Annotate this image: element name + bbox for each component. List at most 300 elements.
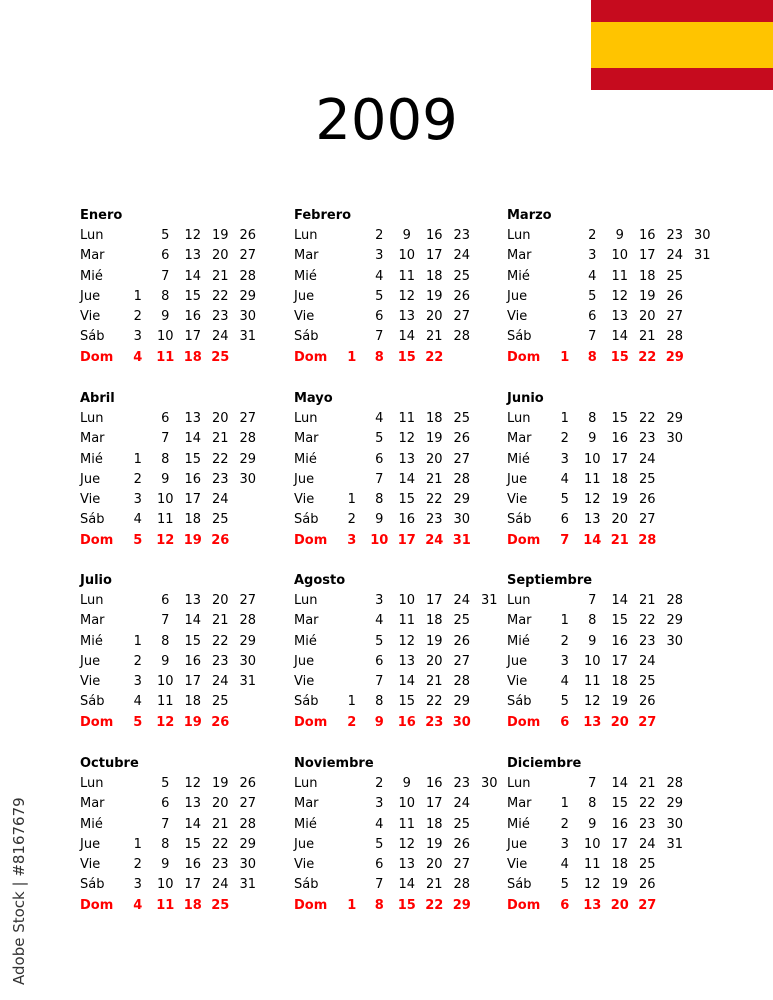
- day-number: [689, 531, 717, 551]
- day-label: Mar: [507, 248, 532, 264]
- month-block: [80, 389, 290, 551]
- day-number: 6: [375, 309, 384, 325]
- day-number: 5: [560, 492, 569, 508]
- day-label: Mié: [507, 268, 530, 284]
- day-label: Jue: [80, 836, 101, 852]
- day-number: 28: [638, 532, 657, 548]
- day-number: 28: [453, 471, 471, 487]
- day-number: 3: [347, 532, 357, 548]
- sunday-row: [294, 531, 504, 551]
- day-number: 25: [211, 512, 229, 528]
- day-number: 9: [375, 512, 384, 528]
- day-number: [448, 348, 476, 368]
- day-number: [551, 287, 579, 307]
- day-number: 24: [211, 329, 229, 345]
- day-label: Mar: [507, 613, 532, 629]
- day-number: 30: [239, 309, 257, 325]
- day-number: 13: [583, 897, 602, 913]
- day-number: 16: [425, 776, 443, 791]
- day-number: 1: [133, 451, 142, 467]
- day-number: 25: [453, 411, 471, 426]
- month-block: [507, 389, 717, 551]
- weekday-row: [80, 450, 290, 470]
- day-number: 23: [211, 857, 229, 873]
- day-number: 30: [239, 471, 257, 487]
- day-number: 24: [453, 593, 471, 608]
- day-number: 2: [375, 776, 384, 791]
- day-label: Vie: [507, 492, 528, 508]
- day-number: [262, 429, 290, 449]
- day-label: Mié: [80, 816, 103, 832]
- day-number: 10: [398, 593, 416, 608]
- day-number: 10: [156, 877, 174, 893]
- weekday-row: [294, 774, 504, 794]
- day-number: [476, 855, 504, 875]
- day-number: 9: [161, 857, 170, 873]
- day-number: 1: [133, 288, 142, 304]
- day-number: [262, 713, 290, 733]
- day-number: 21: [211, 613, 229, 629]
- day-number: 11: [156, 349, 175, 365]
- weekday-row: [507, 652, 717, 672]
- month-block: [80, 571, 290, 733]
- month-name: Febrero: [294, 208, 352, 223]
- day-label: Sáb: [80, 877, 105, 893]
- day-number: 21: [425, 471, 443, 487]
- day-number: 4: [375, 613, 384, 629]
- day-number: 30: [239, 653, 257, 669]
- day-number: 22: [425, 694, 443, 710]
- day-number: 20: [425, 857, 443, 873]
- day-number: [262, 794, 290, 814]
- day-number: 7: [161, 816, 170, 832]
- weekday-row: [507, 226, 717, 246]
- day-number: 9: [588, 633, 597, 649]
- day-number: 14: [184, 816, 202, 832]
- day-label: Sáb: [80, 694, 105, 710]
- month-block: [294, 206, 504, 368]
- day-number: [124, 794, 152, 814]
- day-number: 20: [611, 512, 629, 528]
- day-number: [124, 246, 152, 266]
- day-number: 14: [184, 431, 202, 447]
- day-number: 11: [398, 613, 416, 629]
- weekday-row: [80, 875, 290, 895]
- day-label: Vie: [80, 674, 101, 690]
- day-number: 19: [425, 633, 443, 649]
- day-number: [338, 774, 366, 794]
- day-number: 28: [239, 816, 257, 832]
- day-number: 24: [211, 877, 229, 893]
- weekday-row: [80, 692, 290, 712]
- day-number: 21: [211, 268, 229, 284]
- day-number: 19: [211, 776, 229, 791]
- weekday-row: [80, 470, 290, 490]
- day-number: 12: [398, 431, 416, 447]
- day-number: 2: [375, 228, 384, 243]
- day-label: Sáb: [294, 329, 319, 345]
- weekday-row: [294, 794, 504, 814]
- day-number: 9: [161, 653, 170, 669]
- day-number: [262, 855, 290, 875]
- day-number: 13: [583, 714, 602, 730]
- day-number: [661, 531, 689, 551]
- day-number: 14: [184, 268, 202, 284]
- day-number: 28: [453, 877, 471, 893]
- day-number: 13: [184, 248, 202, 264]
- day-number: 19: [425, 431, 443, 447]
- weekday-row: [294, 510, 504, 530]
- day-number: 22: [638, 411, 656, 426]
- day-number: 28: [239, 268, 257, 284]
- weekday-row: [507, 510, 717, 530]
- day-number: 20: [211, 248, 229, 264]
- day-number: 9: [615, 228, 624, 243]
- month-name: Diciembre: [507, 756, 582, 771]
- weekday-row: [507, 875, 717, 895]
- day-number: 8: [161, 836, 170, 852]
- day-number: [689, 611, 717, 631]
- day-number: 15: [397, 897, 416, 913]
- day-number: 5: [133, 714, 143, 730]
- day-number: 22: [425, 349, 444, 365]
- day-number: [551, 246, 579, 266]
- day-number: 7: [375, 329, 384, 345]
- day-number: 15: [611, 796, 629, 812]
- day-label: Sáb: [80, 512, 105, 528]
- day-number: [262, 875, 290, 895]
- day-number: 17: [611, 836, 629, 852]
- day-number: [661, 672, 689, 692]
- day-label: Mié: [294, 816, 317, 832]
- day-number: [262, 591, 290, 611]
- day-number: 26: [638, 877, 656, 893]
- day-label: Jue: [507, 471, 528, 487]
- day-number: [689, 267, 717, 287]
- day-number: [689, 409, 717, 429]
- day-number: 25: [211, 349, 230, 365]
- day-number: 19: [183, 532, 202, 548]
- day-number: [689, 896, 717, 916]
- day-number: 18: [183, 897, 202, 913]
- day-number: 12: [398, 836, 416, 852]
- day-number: 14: [184, 613, 202, 629]
- day-number: [124, 815, 152, 835]
- day-number: 9: [588, 816, 597, 832]
- day-number: [262, 226, 290, 246]
- day-number: [234, 531, 262, 551]
- day-number: 5: [133, 532, 143, 548]
- day-label: Jue: [294, 288, 315, 304]
- weekday-row: [294, 327, 504, 347]
- weekday-row: [507, 591, 717, 611]
- day-number: 3: [133, 329, 142, 345]
- day-number: [262, 692, 290, 712]
- day-label: Sáb: [80, 329, 105, 345]
- day-number: 28: [239, 431, 257, 447]
- day-number: 8: [161, 451, 170, 467]
- day-number: 14: [611, 329, 629, 345]
- day-number: 5: [560, 877, 569, 893]
- day-number: [476, 652, 504, 672]
- day-number: 7: [161, 268, 170, 284]
- day-number: 12: [611, 288, 629, 304]
- day-number: 5: [375, 288, 384, 304]
- day-number: [689, 713, 717, 733]
- day-number: 27: [239, 593, 257, 608]
- day-number: 14: [611, 593, 629, 608]
- weekday-row: [294, 672, 504, 692]
- day-label: Sáb: [507, 694, 532, 710]
- day-label: Mié: [507, 633, 530, 649]
- day-number: 13: [398, 857, 416, 873]
- day-number: 3: [375, 593, 384, 608]
- day-number: 15: [184, 836, 202, 852]
- day-number: 10: [583, 451, 601, 467]
- day-number: 13: [184, 411, 202, 426]
- day-number: 13: [398, 451, 416, 467]
- day-number: 11: [398, 411, 416, 426]
- day-number: 26: [638, 694, 656, 710]
- day-number: 12: [156, 532, 175, 548]
- sunday-row: [294, 896, 504, 916]
- day-number: 25: [638, 471, 656, 487]
- day-number: 5: [161, 776, 170, 791]
- day-number: 6: [161, 593, 170, 608]
- weekday-row: [507, 470, 717, 490]
- day-number: 5: [560, 694, 569, 710]
- day-label: Mar: [80, 613, 105, 629]
- day-number: 26: [239, 776, 257, 791]
- day-number: 8: [375, 492, 384, 508]
- day-number: [262, 510, 290, 530]
- day-number: [476, 835, 504, 855]
- day-number: 30: [666, 633, 684, 649]
- day-number: 28: [666, 329, 684, 345]
- day-number: 4: [133, 897, 143, 913]
- day-number: [338, 875, 366, 895]
- day-number: [124, 267, 152, 287]
- day-number: 18: [425, 411, 443, 426]
- day-label: Lun: [294, 593, 318, 608]
- weekday-row: [294, 835, 504, 855]
- day-label: Lun: [507, 776, 531, 791]
- day-label: Mar: [80, 796, 105, 812]
- day-label: Sáb: [507, 512, 532, 528]
- day-number: 20: [211, 411, 229, 426]
- day-number: 26: [638, 492, 656, 508]
- day-number: 17: [611, 653, 629, 669]
- day-number: 7: [375, 877, 384, 893]
- day-number: 15: [184, 288, 202, 304]
- day-number: [234, 510, 262, 530]
- weekday-row: [294, 611, 504, 631]
- day-number: [661, 896, 689, 916]
- day-number: 20: [211, 796, 229, 812]
- weekday-row: [294, 470, 504, 490]
- day-label: Mar: [80, 248, 105, 264]
- day-number: 24: [453, 248, 471, 264]
- day-number: 16: [611, 633, 629, 649]
- day-number: 26: [666, 288, 684, 304]
- day-number: 7: [161, 431, 170, 447]
- sunday-row: [507, 348, 717, 368]
- weekday-row: [80, 490, 290, 510]
- day-label: Vie: [294, 857, 315, 873]
- day-number: 28: [239, 613, 257, 629]
- weekday-row: [294, 490, 504, 510]
- day-label: Sáb: [294, 694, 319, 710]
- day-number: 26: [453, 836, 471, 852]
- day-number: 22: [425, 897, 444, 913]
- day-number: 18: [611, 857, 629, 873]
- day-number: 19: [611, 877, 629, 893]
- day-number: 30: [453, 512, 471, 528]
- day-number: 2: [133, 471, 142, 487]
- day-number: 6: [161, 796, 170, 812]
- day-number: 17: [611, 451, 629, 467]
- day-label: Mié: [294, 268, 317, 284]
- day-number: 21: [425, 877, 443, 893]
- day-number: 4: [375, 411, 384, 426]
- day-number: 3: [133, 877, 142, 893]
- day-number: 9: [161, 309, 170, 325]
- day-label: Mar: [294, 796, 319, 812]
- day-number: 4: [588, 268, 597, 284]
- day-number: 11: [156, 694, 174, 710]
- day-number: 27: [638, 512, 656, 528]
- day-number: [689, 470, 717, 490]
- day-number: 18: [184, 694, 202, 710]
- day-label: Jue: [507, 836, 528, 852]
- day-number: 30: [693, 228, 711, 243]
- day-label: Vie: [507, 309, 528, 325]
- weekday-row: [507, 855, 717, 875]
- day-number: [661, 510, 689, 530]
- month-name: Marzo: [507, 208, 552, 223]
- day-number: 1: [133, 836, 142, 852]
- day-number: 11: [156, 512, 174, 528]
- day-number: [124, 409, 152, 429]
- weekday-row: [80, 287, 290, 307]
- day-number: 1: [347, 349, 357, 365]
- day-number: [234, 692, 262, 712]
- weekday-row: [80, 429, 290, 449]
- day-number: 15: [610, 349, 629, 365]
- day-label: Jue: [294, 653, 315, 669]
- day-number: 31: [693, 248, 711, 264]
- day-number: 4: [560, 674, 569, 690]
- day-number: 11: [398, 268, 416, 284]
- day-label: Jue: [80, 288, 101, 304]
- day-number: 11: [583, 471, 601, 487]
- day-number: [661, 652, 689, 672]
- day-number: [551, 774, 579, 794]
- day-number: [338, 855, 366, 875]
- day-number: 13: [398, 653, 416, 669]
- day-number: 16: [184, 653, 202, 669]
- sunday-row: [507, 896, 717, 916]
- day-number: [689, 490, 717, 510]
- day-number: [661, 450, 689, 470]
- day-label: Lun: [294, 411, 318, 426]
- day-number: 27: [239, 248, 257, 264]
- day-number: 2: [347, 512, 356, 528]
- day-number: 28: [666, 593, 684, 608]
- day-number: 17: [184, 674, 202, 690]
- weekday-row: [80, 510, 290, 530]
- sunday-row: [507, 713, 717, 733]
- day-number: 30: [666, 816, 684, 832]
- day-number: 16: [184, 471, 202, 487]
- day-label: Lun: [80, 228, 104, 243]
- day-label: Vie: [507, 857, 528, 873]
- day-number: [689, 794, 717, 814]
- day-number: [476, 348, 504, 368]
- day-label: Dom: [80, 897, 114, 913]
- day-number: 27: [453, 857, 471, 873]
- day-number: 11: [398, 816, 416, 832]
- day-number: 1: [560, 796, 569, 812]
- weekday-row: [507, 490, 717, 510]
- day-label: Dom: [80, 532, 114, 548]
- day-number: [338, 267, 366, 287]
- day-number: 23: [425, 512, 443, 528]
- day-number: 5: [161, 228, 170, 243]
- day-number: 22: [211, 451, 229, 467]
- weekday-row: [80, 267, 290, 287]
- day-number: 10: [370, 532, 389, 548]
- day-number: 4: [133, 512, 142, 528]
- day-number: 2: [560, 431, 569, 447]
- day-number: 22: [211, 836, 229, 852]
- weekday-row: [507, 672, 717, 692]
- day-number: 23: [453, 228, 471, 243]
- day-number: [338, 815, 366, 835]
- day-number: 6: [588, 309, 597, 325]
- day-number: [262, 307, 290, 327]
- day-label: Mar: [507, 431, 532, 447]
- day-number: [262, 450, 290, 470]
- day-label: Lun: [80, 593, 104, 608]
- day-number: [338, 307, 366, 327]
- day-number: 23: [638, 633, 656, 649]
- month-block: [507, 571, 717, 733]
- day-number: 10: [156, 329, 174, 345]
- day-label: Dom: [507, 714, 541, 730]
- day-number: [551, 226, 579, 246]
- weekday-row: [80, 409, 290, 429]
- day-number: 6: [560, 897, 570, 913]
- day-number: 3: [560, 653, 569, 669]
- day-number: 31: [239, 877, 257, 893]
- day-number: [234, 896, 262, 916]
- sunday-row: [294, 713, 504, 733]
- day-number: [689, 855, 717, 875]
- day-number: 4: [133, 349, 143, 365]
- day-number: [689, 815, 717, 835]
- month-name: Junio: [507, 391, 544, 406]
- day-number: [689, 307, 717, 327]
- day-label: Vie: [294, 492, 315, 508]
- day-label: Lun: [294, 776, 318, 791]
- day-number: 27: [638, 714, 657, 730]
- day-number: 20: [425, 309, 443, 325]
- day-number: 22: [425, 492, 443, 508]
- day-number: 23: [666, 228, 684, 243]
- day-number: 7: [161, 613, 170, 629]
- day-number: 8: [588, 411, 597, 426]
